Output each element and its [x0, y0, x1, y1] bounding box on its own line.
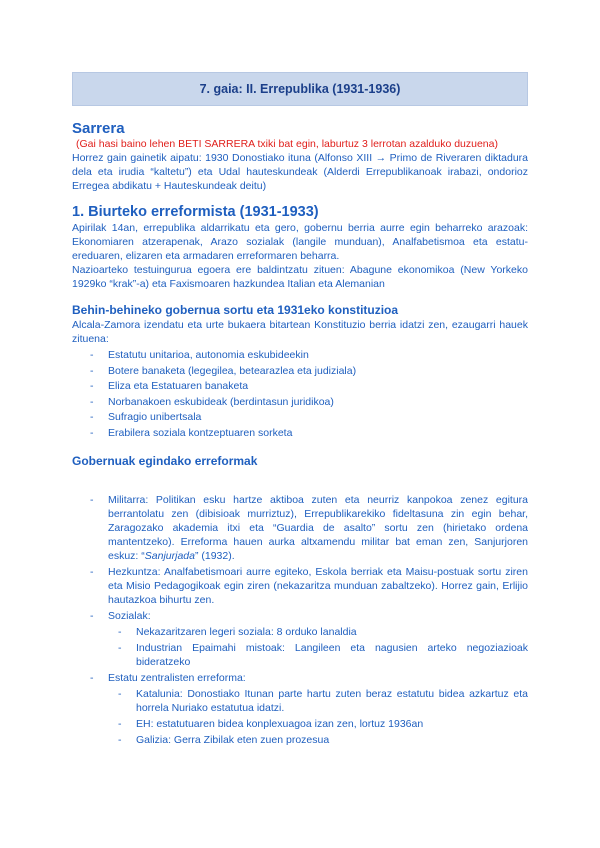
list-item: - Erabilera soziala kontzeptuaren sorketa	[90, 426, 293, 439]
list-item: - Sufragio unibertsala	[90, 411, 202, 423]
list-item-estatu: - Estatu zentralisten erreforma:	[90, 671, 246, 684]
section3-heading: Gobernuak egindako erreformak	[72, 453, 258, 468]
dash-bullet: -	[90, 364, 94, 377]
sub-list-item: - Industrian Epaimahi mistoak: Langileen eta nagusien arteko negoziazioak bideratzeko	[118, 641, 528, 668]
dash-bullet: -	[118, 625, 122, 638]
intro-text: Horrez gain gainetik aipatu: 1930 Donostiako ituna (Alfonso XIII → Primo de Riveraren diktadura dela eta irudia “kaltetu”) eta Udal hauteskundeak (Alderdi Errepublikanoak irabazi, ondorioz Erregea abdikatu + Hauteskundeak deitu)	[72, 152, 528, 192]
dash-bullet: -	[90, 395, 94, 408]
dash-bullet: -	[118, 717, 122, 730]
constitution-features-list	[72, 348, 528, 440]
section1-paragraph: Nazioarteko testuingurua egoera ere baldintzatu zituen: Abagune ekonomikoa (New Yorkeko 1929ko “krak”-a) eta Faxismoaren hazkundea Italian eta Alemanian	[72, 264, 528, 290]
dash-bullet: -	[118, 687, 122, 700]
list-item-sozialak: - Sozialak:	[90, 609, 151, 622]
list-item: - Norbanakoen eskubideak (berdintasun juridikoa)	[90, 395, 334, 408]
section1-paragraph: Apirilak 14an, errepublika aldarrikatu eta gero, gobernu berria aurre egin beharreko arazoak: Ekonomiaren atzerapenak, Arazo sozialak (langile munduan), Analfabetismoa eta estatu-ereduaren, elizaren eta armadaren erreformaren beharra.	[72, 222, 528, 262]
list-item: - Eliza eta Estatuaren banaketa	[90, 380, 249, 392]
dash-bullet: -	[90, 493, 94, 506]
sub-list-item: - Nekazaritzaren legeri soziala: 8 orduko lanaldia	[118, 625, 357, 638]
page-title: 7. gaia: II. Errepublika (1931-1936)	[199, 82, 401, 96]
list-item: - Estatutu unitarioa, autonomia eskubideekin	[90, 349, 309, 361]
reforms-list	[72, 493, 528, 747]
dash-bullet: -	[118, 733, 122, 746]
title-box	[72, 72, 528, 106]
dash-bullet: -	[90, 565, 94, 578]
dash-bullet: -	[90, 426, 94, 439]
sub-list-item: - Galizia: Gerra Zibilak eten zuen prozesua	[118, 733, 330, 746]
section2-heading: Behin-behineko gobernua sortu eta 1931eko konstituzioa	[72, 303, 399, 317]
sub-list-item: - EH: estatutuaren bidea konplexuagoa izan zen, lortuz 1936an	[118, 717, 424, 730]
dash-bullet: -	[90, 411, 94, 423]
document-page	[72, 72, 528, 749]
intro-note: (Gai hasi baino lehen BETI SARRERA txiki bat egin, laburtuz 3 lerrotan azalduko duzuena)	[76, 138, 498, 150]
list-item-hezkuntza: - Hezkuntza: Analfabetismoari aurre egiteko, Eskola berriak eta Maisu-postuak sortu ziren eta Misio Pedagogikoak egin ziren (nekazaritza munduan zabaltzeko). Horrez gain, Erlijio hautazkoa bihurtu zen.	[90, 565, 528, 606]
section2-paragraph: Alcala-Zamora izendatu eta urte bukaera bitartean Konstituzio berria idatzi zen, ezaugarri hauek zituena:	[72, 319, 528, 345]
sub-list-item: - Katalunia: Donostiako Itunan parte hartu zuten beraz estatutu bidea azkartuz eta horrela Nuriako estatutua idatzi.	[118, 687, 528, 714]
list-item: - Botere banaketa (legegilea, betearazlea eta judiziala)	[90, 364, 357, 377]
dash-bullet: -	[90, 380, 94, 392]
list-item-militarra: - Militarra: Politikan esku hartze aktiboa zuten eta neurriz kanpokoa zenez egitura berrantolatu zen (dibisioak murriztuz), Errepublikarekiko fideltasuna zin egin behar, Zaragozako akademia itxi eta “Guardia de asalto” sortu zen (hirietako ordena mantentzeko). Erreforma hauen aurka altxamendu militar bat eman zen, Sanjurjoren eskuz: “Sanjurjada” (1932).	[90, 493, 528, 562]
dash-bullet: -	[90, 349, 94, 361]
dash-bullet: -	[118, 641, 122, 654]
dash-bullet: -	[90, 609, 94, 622]
section1-heading: 1. Biurteko erreformista (1931-1933)	[72, 204, 319, 220]
intro-heading: Sarrera	[72, 120, 125, 137]
dash-bullet: -	[90, 671, 94, 684]
